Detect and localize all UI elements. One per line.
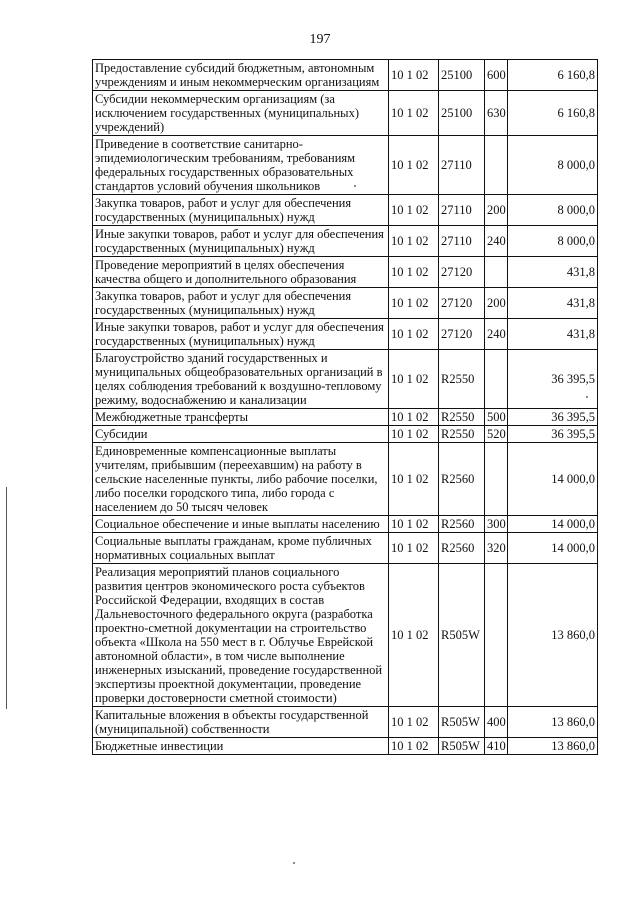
- row-type-cell: [485, 443, 508, 516]
- row-program-cell: 25100: [439, 60, 485, 91]
- row-name-cell: Межбюджетные трансферты: [93, 409, 389, 426]
- row-name-cell: Закупка товаров, работ и услуг для обеспечения государственных (муниципальных) нужд: [93, 195, 389, 226]
- row-name-cell: Проведение мероприятий в целях обеспечения качества общего и дополнительного образования: [93, 257, 389, 288]
- row-type-cell: 320: [485, 533, 508, 564]
- row-amount-cell: 13 860,0: [508, 738, 598, 755]
- row-code-cell: 10 1 02: [389, 409, 439, 426]
- budget-table-body: [93, 60, 598, 755]
- row-type-cell: [485, 257, 508, 288]
- row-amount-cell: 14 000,0: [508, 443, 598, 516]
- row-code-cell: 10 1 02: [389, 136, 439, 195]
- table-row: [93, 91, 598, 136]
- row-program-cell: R505W: [439, 564, 485, 707]
- row-name-cell: Благоустройство зданий государственных и муниципальных общеобразовательных организаций в целях соблюдения требований к воздушно-тепловому режиму, водоснабжению и канализации: [93, 350, 389, 409]
- row-type-cell: 630: [485, 91, 508, 136]
- scan-speck: [293, 862, 295, 864]
- row-code-cell: 10 1 02: [389, 533, 439, 564]
- row-program-cell: 25100: [439, 91, 485, 136]
- page-number: 197: [309, 32, 331, 47]
- row-code-cell: 10 1 02: [389, 426, 439, 443]
- row-program-cell: 27110: [439, 195, 485, 226]
- row-amount-cell: 13 860,0: [508, 707, 598, 738]
- row-name-cell: Иные закупки товаров, работ и услуг для обеспечения государственных (муниципальных) нужд: [93, 226, 389, 257]
- row-program-cell: 27120: [439, 319, 485, 350]
- table-row: [93, 738, 598, 755]
- row-code-cell: 10 1 02: [389, 443, 439, 516]
- row-code-cell: 10 1 02: [389, 738, 439, 755]
- table-row: [93, 564, 598, 707]
- row-code-cell: 10 1 02: [389, 226, 439, 257]
- row-amount-cell: 431,8: [508, 319, 598, 350]
- row-code-cell: 10 1 02: [389, 319, 439, 350]
- row-type-cell: 500: [485, 409, 508, 426]
- row-code-cell: 10 1 02: [389, 60, 439, 91]
- table-row: [93, 707, 598, 738]
- table-row: [93, 426, 598, 443]
- row-code-cell: 10 1 02: [389, 516, 439, 533]
- row-name-cell: Единовременные компенсационные выплаты учителям, прибывшим (переехавшим) на работу в сельские населенные пункты, либо рабочие поселки, либо поселки городского типа, либо города с населением до 50 тысяч человек: [93, 443, 389, 516]
- table-row: [93, 226, 598, 257]
- row-code-cell: 10 1 02: [389, 91, 439, 136]
- row-code-cell: 10 1 02: [389, 350, 439, 409]
- row-type-cell: 200: [485, 288, 508, 319]
- row-program-cell: R2560: [439, 533, 485, 564]
- scan-margin-line: [6, 487, 7, 709]
- table-row: [93, 350, 598, 409]
- row-name-cell: Социальные выплаты гражданам, кроме публичных нормативных социальных выплат: [93, 533, 389, 564]
- row-code-cell: 10 1 02: [389, 257, 439, 288]
- row-name-cell: Бюджетные инвестиции: [93, 738, 389, 755]
- row-amount-cell: 8 000,0: [508, 226, 598, 257]
- row-program-cell: 27110: [439, 136, 485, 195]
- row-name-cell: Субсидии: [93, 426, 389, 443]
- row-amount-cell: 36 395,5: [508, 426, 598, 443]
- row-program-cell: R505W: [439, 738, 485, 755]
- row-type-cell: 300: [485, 516, 508, 533]
- table-row: [93, 533, 598, 564]
- table-row: [93, 136, 598, 195]
- row-code-cell: 10 1 02: [389, 707, 439, 738]
- row-name-cell: Приведение в соответствие санитарно-эпидемиологическим требованиям, требованиям федеральных государственных образовательных стандартов условий обучения школьников: [93, 136, 389, 195]
- row-program-cell: R2550: [439, 426, 485, 443]
- table-row: [93, 195, 598, 226]
- row-amount-cell: 36 395,5: [508, 409, 598, 426]
- row-amount-cell: 13 860,0: [508, 564, 598, 707]
- row-name-cell: Предоставление субсидий бюджетным, автономным учреждениям и иным некоммерческим организациям: [93, 60, 389, 91]
- row-name-cell: Иные закупки товаров, работ и услуг для обеспечения государственных (муниципальных) нужд: [93, 319, 389, 350]
- row-program-cell: R2560: [439, 443, 485, 516]
- row-name-cell: Капитальные вложения в объекты государственной (муниципальной) собственности: [93, 707, 389, 738]
- row-name-cell: Закупка товаров, работ и услуг для обеспечения государственных (муниципальных) нужд: [93, 288, 389, 319]
- row-code-cell: 10 1 02: [389, 564, 439, 707]
- row-type-cell: 200: [485, 195, 508, 226]
- row-type-cell: 600: [485, 60, 508, 91]
- row-amount-cell: 14 000,0: [508, 516, 598, 533]
- row-program-cell: 27120: [439, 288, 485, 319]
- table-row: [93, 257, 598, 288]
- budget-table: [92, 59, 598, 755]
- row-amount-cell: 6 160,8: [508, 60, 598, 91]
- row-name-cell: Реализация мероприятий планов социального развития центров экономического роста субъектов Российской Федерации, входящих в состав Дальневосточного федерального округа (разработка проектно-сметной документации на строительство объекта «Школа на 550 мест в г. Облучье Еврейской автономной области», в том числе выполнение инженерных изысканий, проведение государственной экспертизы проектной документации, проведение проверки достоверности сметной стоимости): [93, 564, 389, 707]
- row-amount-cell: 6 160,8: [508, 91, 598, 136]
- table-row: [93, 60, 598, 91]
- row-code-cell: 10 1 02: [389, 195, 439, 226]
- row-amount-cell: 14 000,0: [508, 533, 598, 564]
- row-name-cell: Социальное обеспечение и иные выплаты населению: [93, 516, 389, 533]
- row-amount-cell: 36 395,5: [508, 350, 598, 409]
- row-type-cell: 520: [485, 426, 508, 443]
- table-row: [93, 443, 598, 516]
- row-amount-cell: 431,8: [508, 288, 598, 319]
- row-code-cell: 10 1 02: [389, 288, 439, 319]
- row-program-cell: R2560: [439, 516, 485, 533]
- row-type-cell: [485, 564, 508, 707]
- row-program-cell: R2550: [439, 409, 485, 426]
- row-program-cell: 27120: [439, 257, 485, 288]
- table-row: [93, 288, 598, 319]
- table-row: [93, 516, 598, 533]
- row-type-cell: 240: [485, 319, 508, 350]
- row-type-cell: [485, 136, 508, 195]
- table-row: [93, 319, 598, 350]
- row-type-cell: 400: [485, 707, 508, 738]
- row-name-cell: Субсидии некоммерческим организациям (за исключением государственных (муниципальных) учреждений): [93, 91, 389, 136]
- table-row: [93, 409, 598, 426]
- row-program-cell: R2550: [439, 350, 485, 409]
- row-amount-cell: 8 000,0: [508, 195, 598, 226]
- row-amount-cell: 8 000,0: [508, 136, 598, 195]
- row-amount-cell: 431,8: [508, 257, 598, 288]
- row-program-cell: R505W: [439, 707, 485, 738]
- row-type-cell: [485, 350, 508, 409]
- row-type-cell: 240: [485, 226, 508, 257]
- row-type-cell: 410: [485, 738, 508, 755]
- row-program-cell: 27110: [439, 226, 485, 257]
